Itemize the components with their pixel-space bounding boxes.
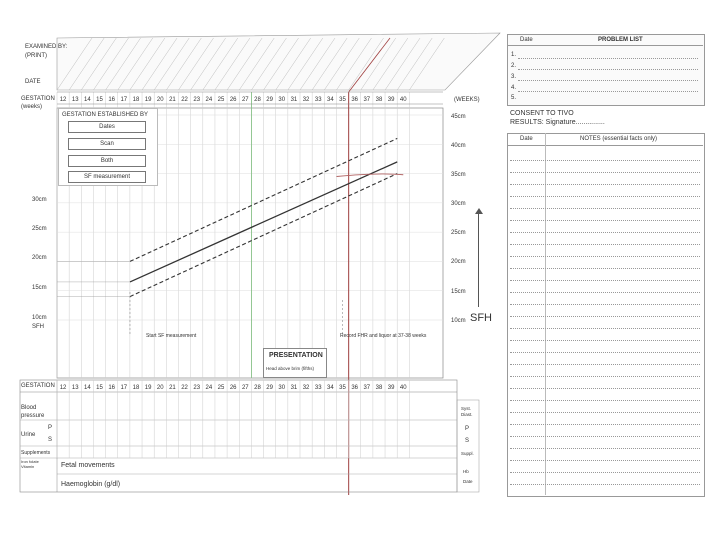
urine-label: Urine xyxy=(21,432,36,438)
week-number-39: 39 xyxy=(387,97,395,103)
consent-line-1: CONSENT TO TIVO xyxy=(510,110,574,117)
presentation-box xyxy=(263,348,327,378)
problem-line-3 xyxy=(518,80,698,81)
notes-line xyxy=(510,352,700,353)
right-label-syst: Syst. Diast. xyxy=(461,406,473,418)
week-number-15: 15 xyxy=(96,97,103,103)
examined-by-label: EXAMINED BY: xyxy=(25,44,68,50)
cm-right-30: 30cm xyxy=(451,201,466,207)
notes-line xyxy=(510,412,700,413)
notes-header-divider xyxy=(507,145,703,146)
problem-line-2 xyxy=(518,69,698,70)
right-label-s: S xyxy=(465,438,470,444)
notes-panel xyxy=(507,133,705,497)
right-label-suppl: Suppl. xyxy=(461,451,474,456)
lower-week-number-37: 37 xyxy=(363,385,371,391)
cm-left-20: 20cm xyxy=(32,255,47,261)
notes-line xyxy=(510,388,700,389)
week-number-26: 26 xyxy=(229,97,237,103)
week-number-30: 30 xyxy=(278,97,286,103)
week-number-21: 21 xyxy=(169,97,176,103)
notes-line xyxy=(510,268,700,269)
lower-week-number-19: 19 xyxy=(144,385,152,391)
supplements-label: Supplements xyxy=(21,450,51,456)
problem-item-5: 5. xyxy=(511,95,517,101)
lower-week-number-20: 20 xyxy=(156,385,164,391)
cm-left-10: 10cm xyxy=(32,315,47,321)
week-number-40: 40 xyxy=(399,97,407,103)
notes-line xyxy=(510,232,700,233)
arrow-head-icon xyxy=(475,208,483,214)
presentation-sub: Head above brim (fifths) xyxy=(266,366,315,371)
notes-line xyxy=(510,316,700,317)
lower-week-number-23: 23 xyxy=(193,385,201,391)
print-label: (PRINT) xyxy=(25,53,47,59)
problem-list-date: Date xyxy=(520,37,533,43)
week-number-18: 18 xyxy=(132,97,140,103)
fetal-movements-label: Fetal movements xyxy=(61,462,115,469)
option-dates[interactable]: Dates xyxy=(68,121,146,133)
cm-right-10: 10cm xyxy=(451,318,466,324)
notes-line xyxy=(510,472,700,473)
problem-line-4 xyxy=(518,91,698,92)
week-number-20: 20 xyxy=(156,97,164,103)
lower-week-number-12: 12 xyxy=(59,385,67,391)
lower-week-number-17: 17 xyxy=(120,385,128,391)
lower-week-number-16: 16 xyxy=(108,385,116,391)
lower-week-number-38: 38 xyxy=(375,385,383,391)
date-label: DATE xyxy=(25,79,41,85)
weeks-label: (weeks) xyxy=(21,104,43,110)
lower-week-number-36: 36 xyxy=(351,385,359,391)
blood-pressure-label: Blood pressure xyxy=(21,405,45,419)
notes-line xyxy=(510,400,700,401)
cm-right-40: 40cm xyxy=(451,143,466,149)
notes-line xyxy=(510,244,700,245)
cm-left-15: 15cm xyxy=(32,285,47,291)
cm-right-25: 25cm xyxy=(451,230,466,236)
cm-right-45: 45cm xyxy=(451,114,466,120)
lower-week-number-39: 39 xyxy=(387,385,395,391)
consent-line-2: RESULTS: Signature............... xyxy=(510,119,605,126)
notes-line xyxy=(510,280,700,281)
week-number-17: 17 xyxy=(120,97,128,103)
lower-week-number-32: 32 xyxy=(302,385,310,391)
urine-p-label: P xyxy=(48,425,53,431)
sfh-right-label: SFH xyxy=(470,312,492,324)
notes-line xyxy=(510,460,700,461)
notes-line xyxy=(510,196,700,197)
right-label-p: P xyxy=(465,426,470,432)
notes-line xyxy=(510,292,700,293)
weeks-right-label: (WEEKS) xyxy=(454,97,480,103)
problem-item-2: 2. xyxy=(511,63,517,69)
notes-line xyxy=(510,184,700,185)
lower-table-border xyxy=(20,380,457,492)
week-number-29: 29 xyxy=(266,97,273,103)
notes-line xyxy=(510,208,700,209)
week-number-27: 27 xyxy=(241,97,249,103)
problem-item-1: 1. xyxy=(511,52,517,58)
right-label-date: Date xyxy=(463,479,473,484)
problem-line-1 xyxy=(518,58,698,59)
week-number-28: 28 xyxy=(254,97,261,103)
lower-week-number-18: 18 xyxy=(132,385,140,391)
week-number-25: 25 xyxy=(217,97,225,103)
week-number-33: 33 xyxy=(314,97,322,103)
notes-line xyxy=(510,160,700,161)
option-both[interactable]: Both xyxy=(68,155,146,167)
lower-week-number-31: 31 xyxy=(290,385,298,391)
lower-week-number-25: 25 xyxy=(217,385,225,391)
week-number-37: 37 xyxy=(363,97,371,103)
problem-item-4: 4. xyxy=(511,85,517,91)
problem-item-3: 3. xyxy=(511,74,517,80)
presentation-title: PRESENTATION xyxy=(269,352,323,359)
lower-week-number-27: 27 xyxy=(241,385,249,391)
option-sf-measurement[interactable]: SF measurement xyxy=(68,171,146,183)
notes-line xyxy=(510,376,700,377)
cm-right-20: 20cm xyxy=(451,259,466,265)
haemoglobin-label: Haemoglobin (g/dl) xyxy=(61,481,121,488)
lower-week-number-35: 35 xyxy=(339,385,346,391)
notes-line xyxy=(510,424,700,425)
notes-line xyxy=(510,448,700,449)
week-number-19: 19 xyxy=(144,97,152,103)
established-by-title: GESTATION ESTABLISHED BY xyxy=(62,112,149,118)
notes-date: Date xyxy=(520,136,533,142)
week-number-34: 34 xyxy=(327,97,334,103)
problem-list-title: PROBLEM LIST xyxy=(598,37,643,43)
notes-line xyxy=(510,220,700,221)
supplements-sub: Iron folate Vitamin xyxy=(21,459,39,470)
lower-week-number-28: 28 xyxy=(254,385,261,391)
week-number-14: 14 xyxy=(84,97,91,103)
record-fhr-note: Record FHR and liquor at 37-38 weeks xyxy=(340,333,427,339)
cm-right-15: 15cm xyxy=(451,289,466,295)
start-sf-note: Start SF measurement xyxy=(146,333,197,339)
up-arrow-icon xyxy=(478,212,479,307)
notes-line xyxy=(510,436,700,437)
lower-week-number-30: 30 xyxy=(278,385,286,391)
notes-date-column-divider xyxy=(545,133,546,495)
lower-week-number-14: 14 xyxy=(84,385,91,391)
lower-gestation-label: GESTATION xyxy=(21,383,55,389)
notes-line xyxy=(510,484,700,485)
urine-s-label: S xyxy=(48,437,53,443)
right-label-hb: Hb xyxy=(463,469,469,474)
notes-line xyxy=(510,364,700,365)
week-number-13: 13 xyxy=(71,97,79,103)
week-number-23: 23 xyxy=(193,97,201,103)
cm-right-35: 35cm xyxy=(451,172,466,178)
lower-week-number-24: 24 xyxy=(205,385,213,391)
week-number-22: 22 xyxy=(181,97,188,103)
lower-week-number-40: 40 xyxy=(399,385,407,391)
problem-list-divider xyxy=(507,45,703,46)
week-number-36: 36 xyxy=(351,97,359,103)
notes-line xyxy=(510,328,700,329)
week-number-32: 32 xyxy=(302,97,310,103)
lower-week-number-13: 13 xyxy=(71,385,79,391)
lower-week-number-34: 34 xyxy=(327,385,334,391)
lower-week-number-29: 29 xyxy=(266,385,273,391)
week-number-16: 16 xyxy=(108,97,116,103)
week-number-12: 12 xyxy=(59,97,67,103)
sfh-left-label: SFH xyxy=(32,324,44,330)
lower-week-number-15: 15 xyxy=(96,385,103,391)
lower-week-number-26: 26 xyxy=(229,385,237,391)
notes-line xyxy=(510,340,700,341)
week-number-31: 31 xyxy=(290,97,298,103)
lower-week-number-33: 33 xyxy=(314,385,322,391)
cm-left-30: 30cm xyxy=(32,197,47,203)
notes-line xyxy=(510,304,700,305)
gestation-label: GESTATION xyxy=(21,96,55,102)
cm-left-25: 25cm xyxy=(32,226,47,232)
notes-line xyxy=(510,172,700,173)
lower-week-number-21: 21 xyxy=(169,385,176,391)
week-number-35: 35 xyxy=(339,97,346,103)
notes-title: NOTES (essential facts only) xyxy=(580,136,658,142)
notes-line xyxy=(510,256,700,257)
lower-week-number-22: 22 xyxy=(181,385,188,391)
week-number-24: 24 xyxy=(205,97,213,103)
option-scan[interactable]: Scan xyxy=(68,138,146,150)
week-number-38: 38 xyxy=(375,97,383,103)
